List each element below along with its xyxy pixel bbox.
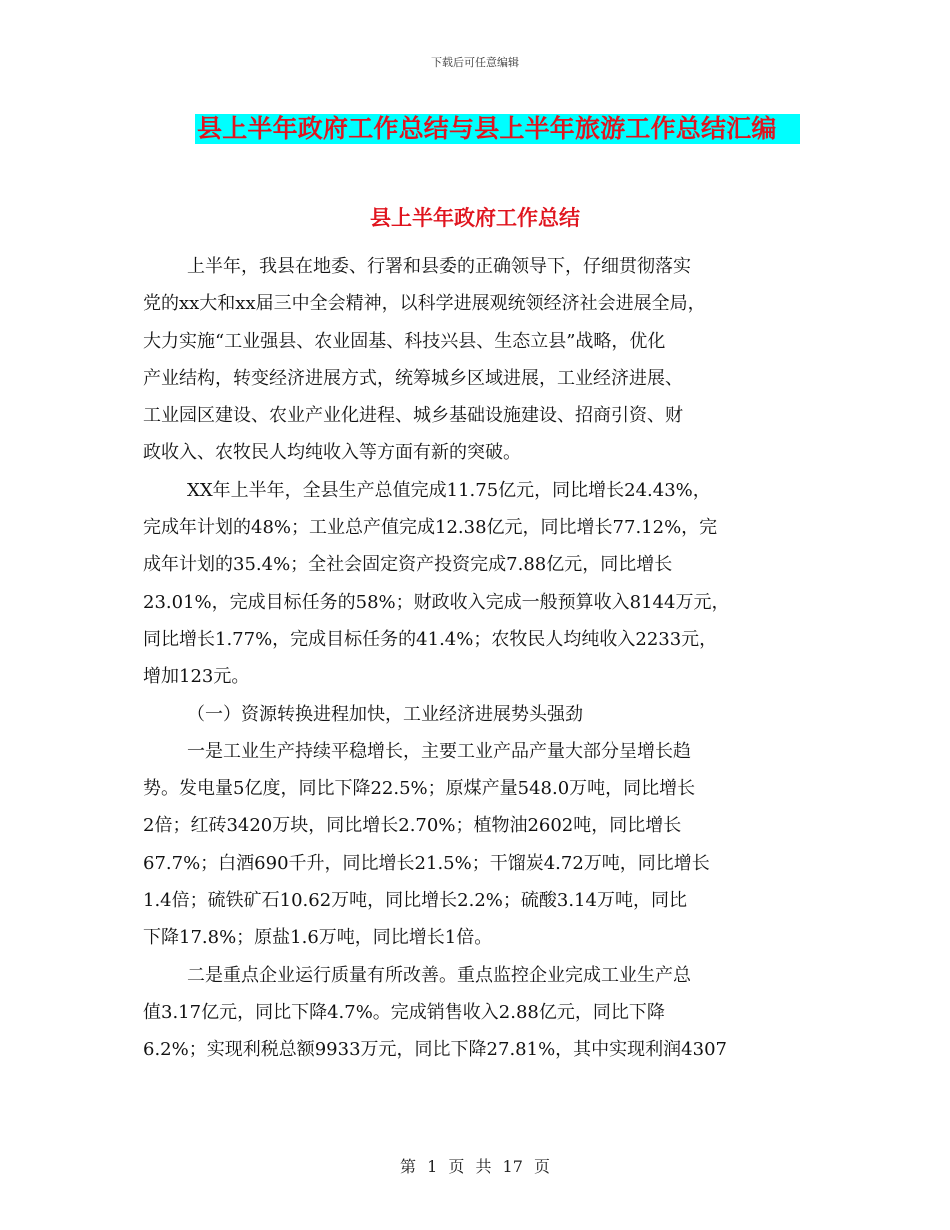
text-line: 二是重点企业运行质量有所改善。重点监控企业完成工业生产总: [187, 964, 691, 986]
text-line: 67.7%；白酒690千升，同比增长21.5%；干馏炭4.72万吨，同比增长: [143, 852, 710, 874]
text-line: 产业结构，转变经济进展方式，统筹城乡区域进展，工业经济进展、: [143, 367, 683, 389]
text-line: 6.2%；实现利税总额9933万元，同比下降27.81%，其中实现利润4307: [143, 1039, 727, 1061]
text-line: 1.4倍；硫铁矿石10.62万吨，同比增长2.2%；硫酸3.14万吨，同比: [143, 890, 687, 912]
text-line: 同比增长1.77%，完成目标任务的41.4%；农牧民人均纯收入2233元，: [143, 628, 718, 650]
text-line: （一）资源转换进程加快，工业经济进展势头强劲: [187, 703, 583, 725]
text-line: 值3.17亿元，同比下降4.7%。完成销售收入2.88亿元，同比下降: [143, 1001, 665, 1023]
text-line: 下降17.8%；原盐1.6万吨，同比增长1倍。: [143, 927, 493, 949]
text-line: 完成年计划的48%；工业总产值完成12.38亿元，同比增长77.12%，完: [143, 517, 718, 539]
text-line: 工业园区建设、农业产业化进程、城乡基础设施建设、招商引资、财: [143, 405, 683, 427]
text-line: 上半年，我县在地委、行署和县委的正确领导下，仔细贯彻落实: [187, 256, 691, 277]
text-line: 23.01%，完成目标任务的58%；财政收入完成一般预算收入8144万元，: [143, 591, 730, 613]
text-line: 增加123元。: [143, 666, 250, 688]
text-line: 政收入、农牧民人均纯收入等方面有新的突破。: [143, 442, 521, 464]
text-line: 势。发电量5亿度，同比下降22.5%；原煤产量548.0万吨，同比增长: [143, 778, 696, 800]
text-line: 大力实施“工业强县、农业固基、科技兴县、生态立县”战略，优化: [143, 330, 666, 352]
section-title: 县上半年政府工作总结: [370, 206, 580, 230]
header-note: 下载后可任意编辑: [431, 56, 519, 69]
text-line: XX年上半年，全县生产总值完成11.75亿元，同比增长24.43%，: [187, 479, 711, 501]
text-line: 党的xx大和xx届三中全会精神，以科学进展观统领经济社会进展全局，: [143, 293, 706, 315]
page-footer: 第 1 页 共 17 页: [400, 1157, 550, 1176]
text-line: 2倍；红砖3420万块，同比增长2.70%；植物油2602吨，同比增长: [143, 815, 682, 837]
document-title: 县上半年政府工作总结与县上半年旅游工作总结汇编: [195, 114, 800, 144]
body-text: [143, 248, 813, 1069]
text-line: 一是工业生产持续平稳增长，主要工业产品产量大部分呈增长趋: [187, 740, 691, 762]
text-line: 成年计划的35.4%；全社会固定资产投资完成7.88亿元，同比增长: [143, 554, 673, 576]
